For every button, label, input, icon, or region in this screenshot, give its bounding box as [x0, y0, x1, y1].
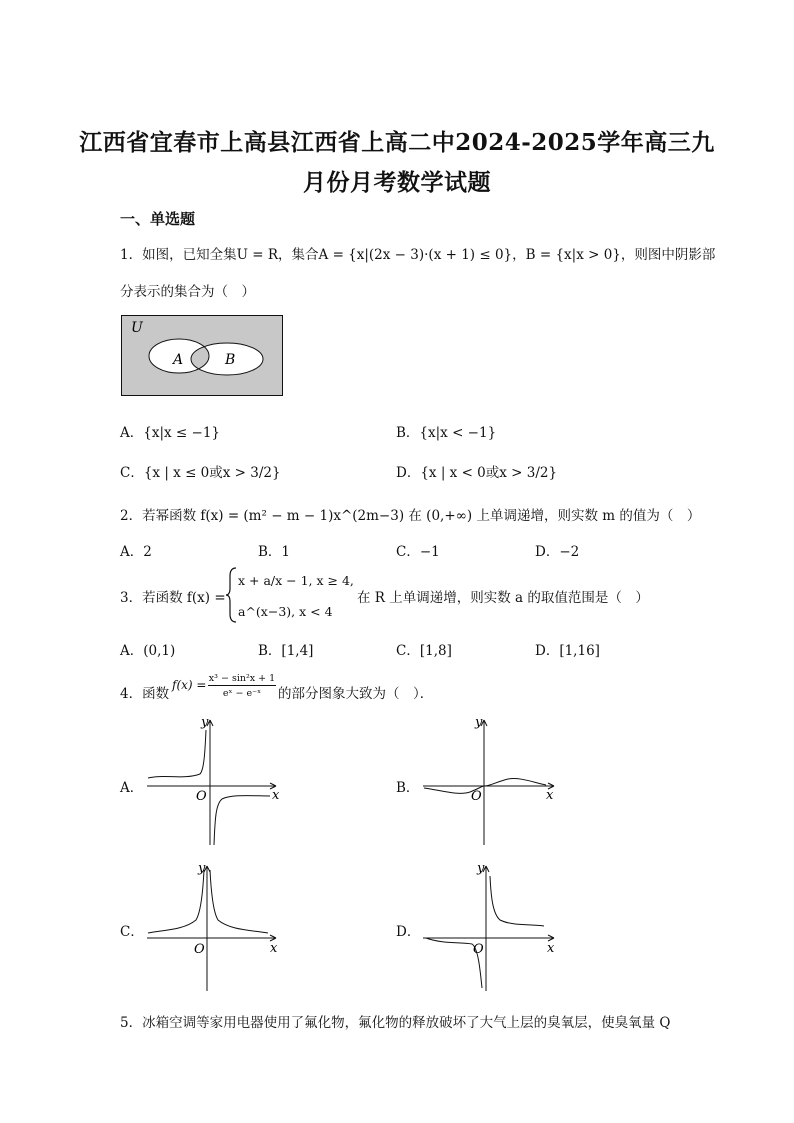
q4-formula-denominator: eˣ − e⁻ˣ [222, 688, 262, 699]
x-axis-label: x [547, 941, 555, 956]
origin-label: O [473, 942, 484, 957]
y-axis-label: y [477, 861, 485, 876]
title-line-2: 月份月考数学试题 [303, 169, 491, 196]
q3-option-d [535, 639, 600, 659]
option-text: (0,1) [143, 643, 176, 659]
q1-text-2: 分表示的集合为（ ） [120, 284, 255, 300]
q2-option-c [396, 540, 440, 560]
option-label: A． [120, 643, 144, 659]
y-axis-label: y [475, 715, 483, 730]
y-axis-label: y [201, 715, 209, 730]
option-text: −1 [419, 544, 440, 560]
option-label: C． [120, 465, 144, 481]
q1-option-a [120, 421, 220, 441]
option-text: {x | x < 0或x > 3/2} [420, 465, 558, 481]
q3-case-2: a^(x−3), x < 4 [238, 604, 333, 619]
option-label: B． [258, 544, 282, 560]
option-label: D． [396, 465, 421, 481]
q4-graph-a-label: A． [120, 780, 144, 796]
y-axis-label: y [198, 861, 206, 876]
q1-option-d [396, 461, 557, 481]
option-label: A． [120, 544, 144, 560]
option-label: A． [120, 425, 144, 441]
q2-text: 2．若幂函数 f(x) = (m² − m − 1)x^(2m−3) 在 (0,+∞) 上单调递增，则实数 m 的值为（ ） [120, 508, 701, 524]
venn-label-b: B [225, 352, 236, 368]
q1-text: 1．如图，已知全集U = R，集合A = {x|(2x − 3)·(x + 1) ≤ 0}，B = {x|x > 0}，则图中阴影部 [120, 247, 716, 263]
q3-option-a [120, 639, 175, 659]
q4-graph-a [144, 712, 284, 848]
title-line-1: 江西省宜春市上高县江西省上高二中2024-2025学年高三九 [79, 129, 715, 156]
option-label: B． [396, 425, 420, 441]
q1-option-c [120, 461, 281, 481]
option-label: D． [535, 544, 560, 560]
q4-graph-b-label: B． [396, 780, 420, 796]
option-text: {x|x < −1} [419, 425, 497, 441]
q1-option-b [396, 421, 496, 441]
venn-label-a: A [173, 352, 184, 368]
option-text: [1,16] [559, 643, 600, 659]
x-axis-label: x [546, 788, 554, 803]
option-text: 1 [281, 544, 291, 560]
q3-option-c [396, 639, 452, 659]
option-label: C． [396, 544, 420, 560]
origin-label: O [471, 789, 482, 804]
q4-suffix: 的部分图象大致为（ ）． [278, 686, 434, 702]
option-label: C． [396, 643, 420, 659]
option-text: −2 [559, 544, 580, 560]
q4-graph-c [144, 858, 284, 994]
origin-label: O [194, 942, 205, 957]
q4-graph-c-label: C． [120, 924, 144, 940]
q4-graph-d-label: D． [396, 924, 421, 940]
q4-prefix: 4．函数 [120, 686, 170, 702]
option-text: {x | x ≤ 0或x > 3/2} [143, 465, 281, 481]
q4-formula-numerator: x³ − sin²x + 1 [208, 673, 276, 684]
q5-text: 5．冰箱空调等家用电器使用了氟化物，氟化物的释放破坏了大气上层的臭氧层，使臭氧量 Q [120, 1015, 671, 1031]
q2-option-d [535, 540, 579, 560]
q4-fx: f(x) = [172, 678, 207, 692]
section-heading: 一、单选题 [120, 210, 196, 228]
option-label: B． [258, 643, 282, 659]
origin-label: O [196, 789, 207, 804]
option-text: [1,4] [281, 643, 314, 659]
x-axis-label: x [270, 941, 278, 956]
q4-graph-b [420, 712, 560, 848]
venn-label-u: U [131, 320, 143, 336]
q3-option-b [258, 639, 313, 659]
venn-diagram [121, 315, 283, 396]
q3-case-1: x + a/x − 1, x ≥ 4, [238, 573, 354, 588]
q3-brace [225, 566, 239, 624]
q2-option-a [120, 540, 152, 560]
q3-suffix: 在 R 上单调递增，则实数 a 的取值范围是（ ） [357, 590, 649, 606]
option-text: {x|x ≤ −1} [143, 425, 220, 441]
q3-prefix: 3．若函数 f(x) = [120, 590, 226, 606]
option-label: D． [535, 643, 560, 659]
q4-graph-d [420, 858, 560, 994]
q2-option-b [258, 540, 290, 560]
x-axis-label: x [272, 788, 280, 803]
option-text: [1,8] [419, 643, 452, 659]
option-text: 2 [143, 544, 152, 560]
